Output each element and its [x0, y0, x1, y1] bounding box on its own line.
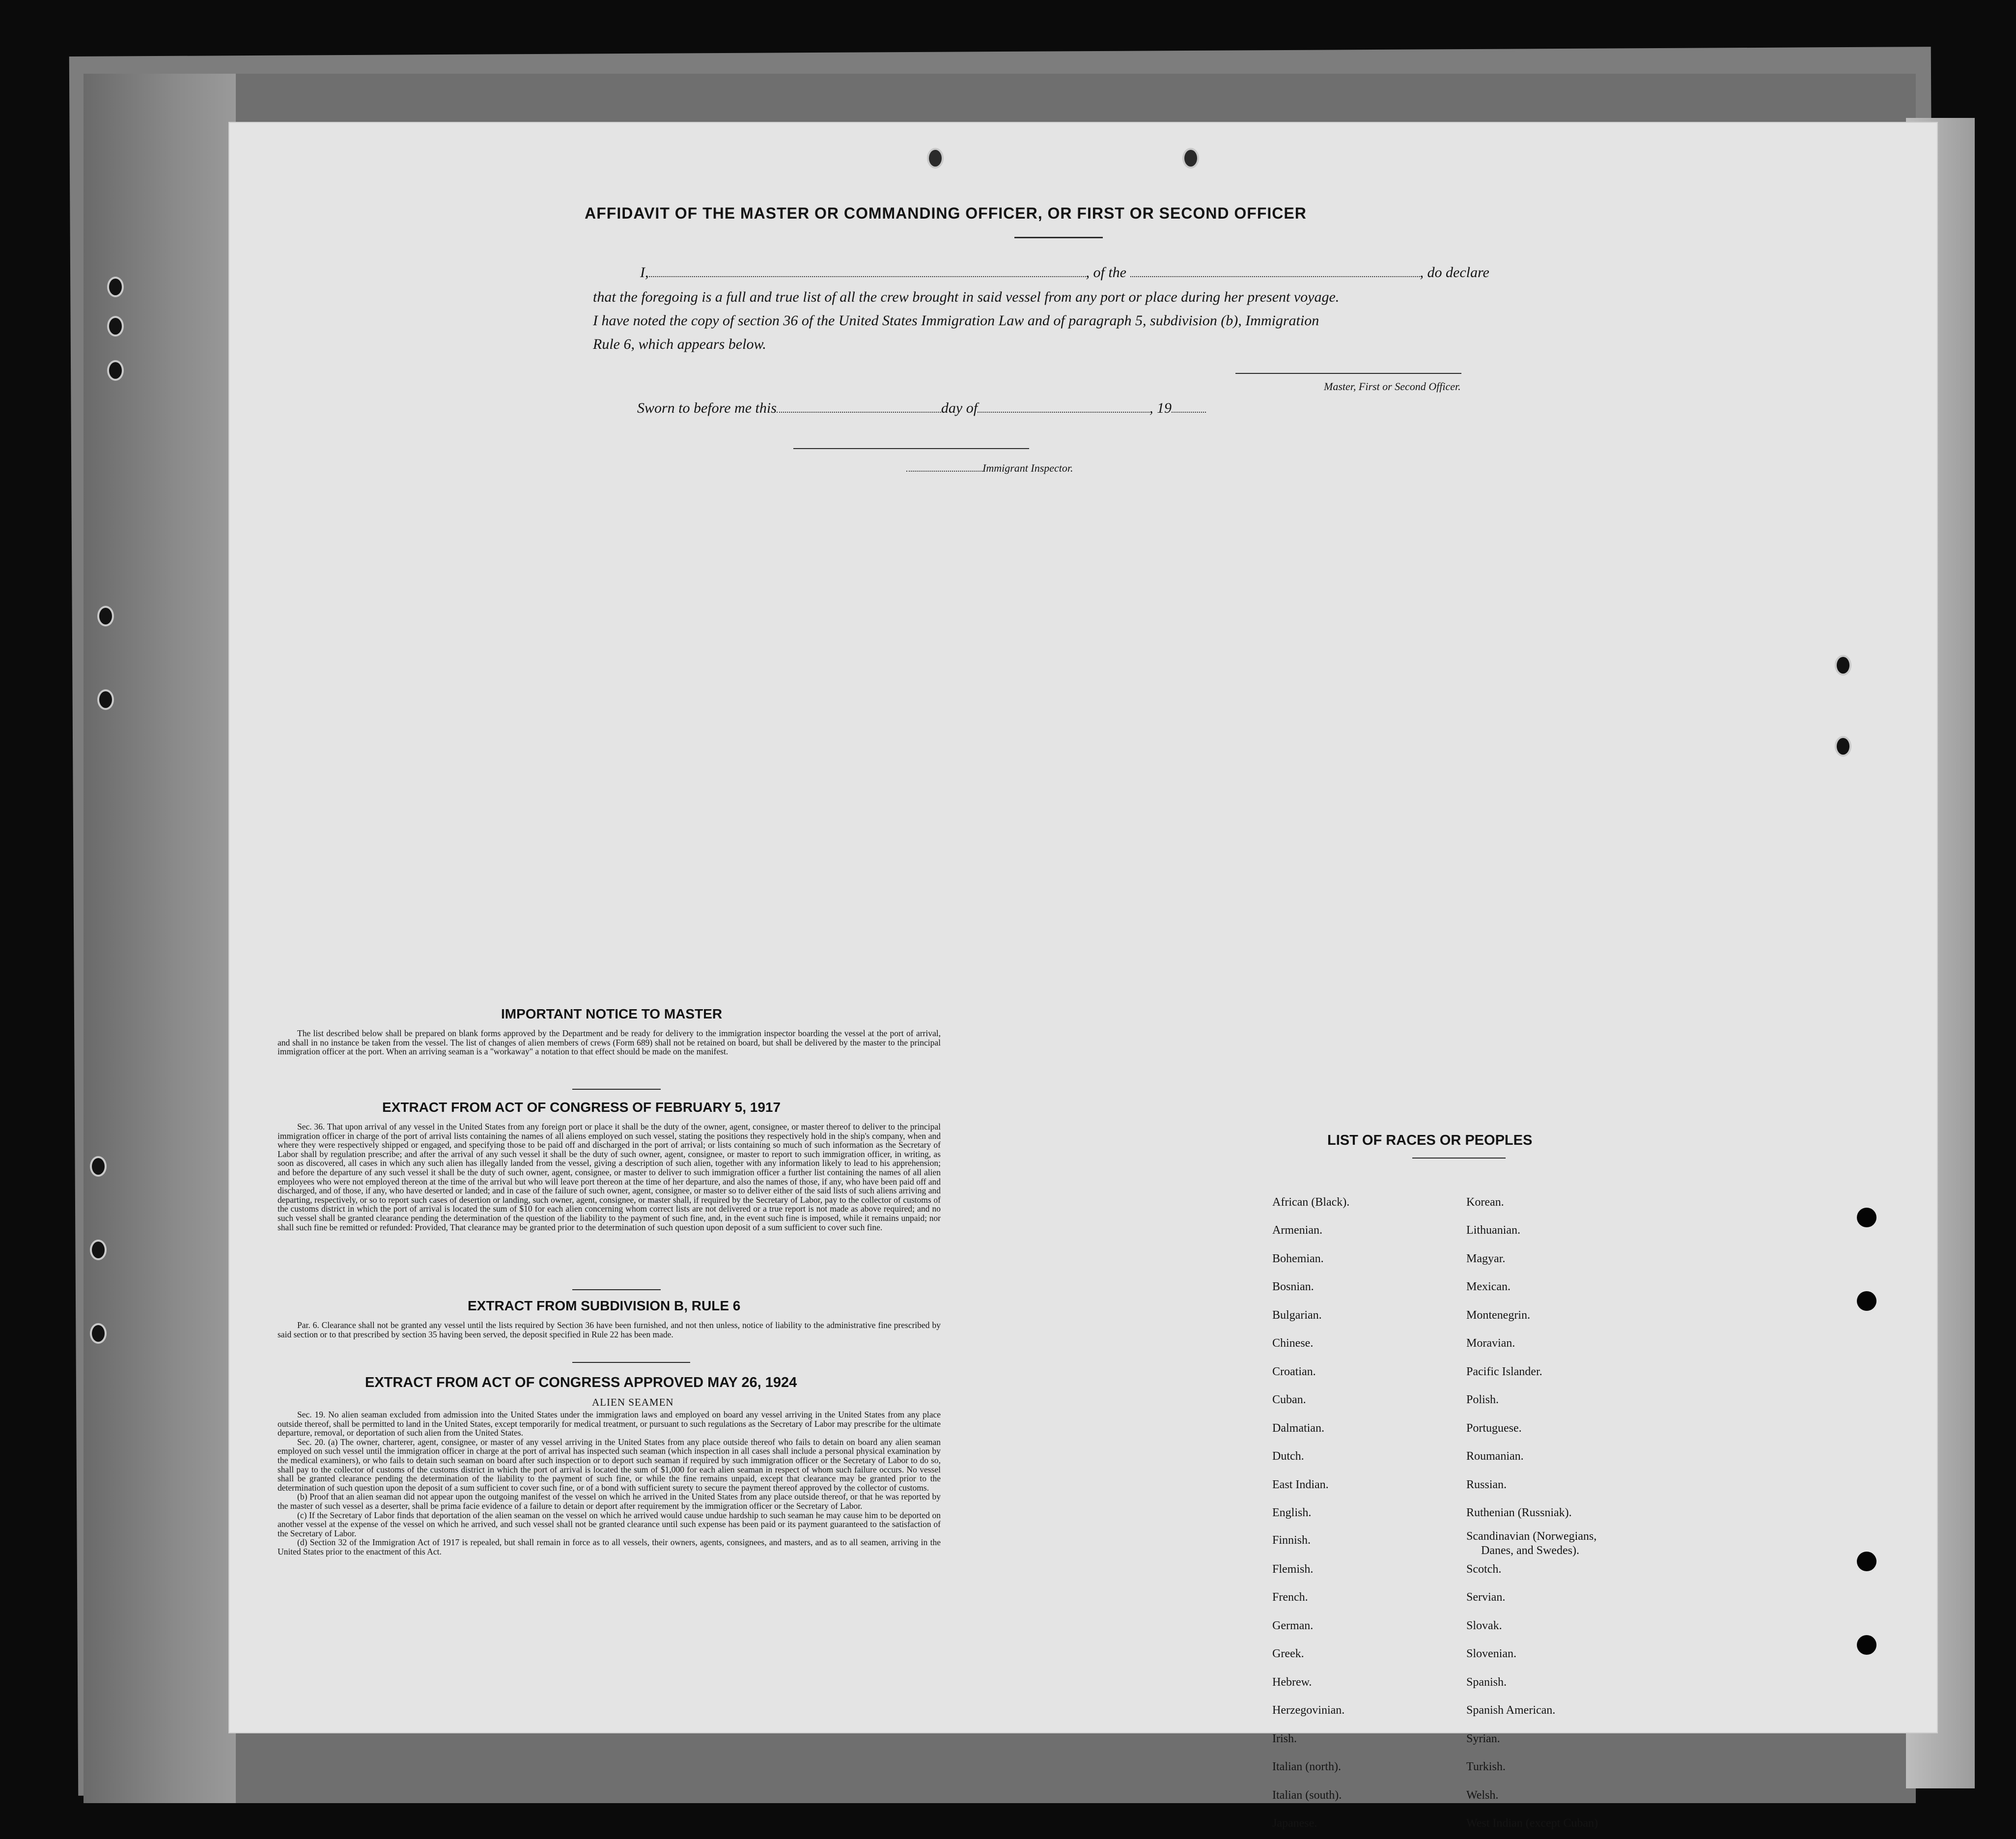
affidavit-line1: I, , of the , do declare: [640, 264, 1489, 281]
signature-line: [1235, 373, 1461, 374]
race-item: Spanish American.: [1466, 1704, 1556, 1717]
race-item: Cuban.: [1272, 1393, 1306, 1406]
race-item: Bohemian.: [1272, 1252, 1324, 1265]
race-item: Italian (south).: [1272, 1789, 1342, 1802]
punch-hole: [1835, 736, 1851, 757]
race-item: East Indian.: [1272, 1478, 1329, 1491]
race-item: Turkish.: [1466, 1760, 1506, 1773]
race-item: Dalmatian.: [1272, 1422, 1324, 1435]
sec-20d: (d) Section 32 of the Immigration Act of 1917 is repealed, but shall remain in force as to all vessels, their owners, agents, consignees, and masters, and as to all seamen, arriving in the United States prior to the enactment of this Act.: [278, 1537, 941, 1556]
race-item: Portuguese.: [1466, 1422, 1522, 1435]
race-item: Irish.: [1272, 1732, 1297, 1745]
affidavit-line2: that the foregoing is a full and true list of all the crew brought in said vessel from any port or place during her present voyage.: [593, 289, 1340, 305]
alien-seamen-subtitle: ALIEN SEAMEN: [592, 1396, 674, 1408]
sec-19: Sec. 19. No alien seaman excluded from admission into the United States under the immigration laws and employed on board any vessel arriving in the United States from any place outside thereof, shall be permitted to land in the United States, except temporarily for medical treatment, or pursuant to such regulations as the Secretary of Labor may prescribe for the ultimate departure, removal, or deportation of such alien from the United States.: [278, 1410, 941, 1438]
race-item: Pacific Islander.: [1466, 1365, 1542, 1378]
punch-hole: [1835, 655, 1851, 676]
divider: [572, 1289, 661, 1290]
inspector-label: Immigrant Inspector.: [906, 462, 1073, 475]
race-item: Syrian.: [1466, 1732, 1500, 1745]
race-item: Scandinavian (Norwegians,: [1466, 1530, 1597, 1543]
race-item: Slovenian.: [1466, 1647, 1516, 1660]
race-item: Polish.: [1466, 1393, 1499, 1406]
race-item: Magyar.: [1466, 1252, 1506, 1265]
race-item: Servian.: [1466, 1591, 1506, 1604]
extract-1917-title: EXTRACT FROM ACT OF CONGRESS OF FEBRUARY 5, 1917: [382, 1100, 781, 1115]
race-item: Flemish.: [1272, 1563, 1314, 1576]
race-item: Japanese.: [1272, 1817, 1317, 1830]
sworn-line: Sworn to before me this day of , 19: [637, 400, 1206, 417]
notice-text: The list described below shall be prepared on blank forms approved by the Department and be ready for delivery to the immigration inspector boarding the vessel at the port of arrival, and shall in no instance be taken from the vessel. The list of changes of alien members of crews (Form 689) shall not be retained on board, but shall be delivered by the master to the principal immigration officer at the port. When an arriving seaman is a "workaway" a notation to that effect should be made on the manifest.: [278, 1028, 941, 1057]
race-item: Scotch.: [1466, 1563, 1502, 1576]
extract-1924-sections: [278, 1410, 941, 1556]
manifest-back-sheet: [228, 122, 1938, 1830]
affidavit-title: AFFIDAVIT OF THE MASTER OR COMMANDING OFFICER, OR FIRST OR SECOND OFFICER: [585, 204, 1307, 222]
race-item: Ruthenian (Russniak).: [1466, 1506, 1572, 1519]
race-item: Greek.: [1272, 1647, 1304, 1660]
race-item: Russian.: [1466, 1478, 1507, 1491]
race-item: Bosnian.: [1272, 1280, 1314, 1293]
punch-hole: [97, 689, 114, 710]
affidavit-line4: Rule 6, which appears below.: [593, 336, 766, 352]
race-item: Korean.: [1466, 1196, 1504, 1209]
divider: [572, 1089, 661, 1090]
punch-hole: [90, 1323, 107, 1344]
master-signature-label: Master, First or Second Officer.: [1324, 380, 1461, 393]
race-item: Welsh.: [1466, 1789, 1499, 1802]
race-item: Roumanian.: [1466, 1450, 1524, 1463]
race-item: Italian (north).: [1272, 1760, 1341, 1773]
inspector-signature-line: [793, 448, 1029, 449]
race-item: Finnish.: [1272, 1534, 1311, 1547]
punch-hole: [107, 316, 124, 337]
race-item: Spanish.: [1466, 1676, 1507, 1689]
race-item: English.: [1272, 1506, 1312, 1519]
race-item: Croatian.: [1272, 1365, 1316, 1378]
extract-1924-title: EXTRACT FROM ACT OF CONGRESS APPROVED MAY 26, 1924: [365, 1375, 797, 1390]
punch-hole: [107, 277, 124, 297]
punch-hole: [90, 1156, 107, 1177]
extract-1917-text: Sec. 36. That upon arrival of any vessel in the United States from any foreign port or place it shall be the duty of the owner, agent, consignee, or master thereof to deliver to the principal immigration officer in charge of the port of arrival lists containing the names of all aliens employed on such vessel, stating the positions they respectively hold in the ship's company, when and where they were respectively shipped or engaged, and specifying those to be paid off and discharged in the port of arrival; or lists containing so much of such information as the Secretary of Labor shall by regulation prescribe; and after the arrival of any such vessel it shall be the duty of such owner, agent, consignee, or master to report to such immigration officer, in writing, as soon as discovered, all cases in which any such alien has illegally landed from the vessel, giving a description of such alien, together with any information likely to lead to his apprehension; and before the departure of any such vessel it shall be the duty of such owner, agent, consignee, or master to deliver to such immigration officer a further list containing the names of all alien employees who were not employed thereon at the time of the arrival but who will leave port thereon at the time of her departure, and also the names of those, if any, who have been paid off and discharged, and of those, if any, who have deserted or landed; and in case of the failure of such owner, agent, consignee, or master so to deliver either of the said lists of such aliens arriving and departing, respectively, or so to report such cases of desertion or landing, such owner, agent, consignee, or master shall, if required by the Secretary of Labor, pay to the collector of customs of the customs district in which the port of arrival is located the sum of $10 for each alien concerning whom correct lists are not delivered or a true report is not made as above required; and no such vessel shall be granted clearance pending the determination of the question of the liability to the payment of such fine, and, in the event such fine is imposed, while it remains unpaid; nor shall such fine be remitted or refunded: Provided, That clearance may be granted prior to the determination of such question upon deposit of a sum sufficient to cover such fine.: [278, 1122, 941, 1232]
left-paper-edge: [84, 74, 236, 1803]
sec-20c: (c) If the Secretary of Labor finds that deportation of the alien seaman on the vessel on which he arrived would cause undue hardship to such seaman he may cause him to be deported on another vessel at the expense of the vessel on which he arrived, and such vessel shall not be granted clearance until such expense has been paid or its payment guaranteed to the satisfaction of the Secretary of Labor.: [278, 1510, 941, 1538]
race-item: Moravian.: [1466, 1337, 1515, 1350]
punch-hole: [90, 1240, 107, 1260]
punch-hole: [1182, 148, 1199, 169]
race-item: Bulgarian.: [1272, 1309, 1322, 1322]
notice-title: IMPORTANT NOTICE TO MASTER: [501, 1006, 723, 1021]
race-item: Chinese.: [1272, 1337, 1314, 1350]
punch-hole: [97, 606, 114, 626]
affidavit-line3: I have noted the copy of section 36 of the United States Immigration Law and of paragraph 5, subdivision (b), Immigration: [593, 312, 1319, 329]
race-item: German.: [1272, 1619, 1314, 1632]
race-item: Montenegrin.: [1466, 1309, 1530, 1322]
divider: [572, 1362, 690, 1363]
punch-hole: [1857, 1291, 1876, 1311]
divider: [1014, 237, 1103, 238]
race-item: Dutch.: [1272, 1450, 1304, 1463]
race-item: Danes, and Swedes).: [1481, 1544, 1579, 1557]
races-title: LIST OF RACES OR PEOPLES: [1327, 1132, 1533, 1148]
race-item: Hebrew.: [1272, 1676, 1312, 1689]
punch-hole: [1857, 1635, 1876, 1655]
punch-hole: [1857, 1208, 1876, 1227]
rule6-text: Par. 6. Clearance shall not be granted any vessel until the lists required by Section 36 have been furnished, and not then unless, notice of liability to the administrative fine prescribed by said section or to that prescribed by section 35 having been served, the deposit specified in Rule 22 has been made.: [278, 1320, 941, 1339]
sec-20b: (b) Proof that an alien seaman did not appear upon the outgoing manifest of the vessel on which he arrived in the United States from any place outside thereof, or that he was reported by the master of such vessel as a deserter, shall be prima facie evidence of a failure to detain or deport after requirement by the immigration officer or the Secretary of Labor.: [278, 1492, 941, 1511]
race-item: African (Black).: [1272, 1196, 1350, 1209]
punch-hole: [1857, 1552, 1876, 1571]
race-item: French.: [1272, 1591, 1308, 1604]
punch-hole: [927, 148, 944, 169]
race-item: Armenian.: [1272, 1224, 1322, 1237]
divider: [1412, 1158, 1506, 1159]
race-item: Mexican.: [1466, 1280, 1511, 1293]
race-item: Slovak.: [1466, 1619, 1502, 1632]
sec-20a: Sec. 20. (a) The owner, charterer, agent, consignee, or master of any vessel arriving in the United States from any place outside thereof who fails to detain on board any alien seaman employed on such vessel until the immigration officer in charge at the port of arrival has inspected such seaman (which inspection in all cases shall include a personal physical examination by the medical examiners), or who fails to detain such seaman on board after such inspection or to deport such seaman if required by such immigration officer or the Secretary of Labor to do so, shall pay to the collector of customs of the customs district in which the port of arrival is located the sum of $1,000 for each alien seaman in respect of whom such failure occurs. No vessel shall be granted clearance pending the determination of the liability to the payment of such fine, or while the fine remains unpaid, except that clearance may be granted prior to the determination of such question upon the deposit of a sum sufficient to cover such fine, or of a bond with sufficient surety to secure the payment thereof approved by the collector of customs.: [278, 1437, 941, 1493]
race-item: West Indian (except Cuban): [1466, 1817, 1598, 1830]
rule6-title: EXTRACT FROM SUBDIVISION B, RULE 6: [468, 1298, 741, 1313]
race-item: Herzegovinian.: [1272, 1704, 1345, 1717]
punch-hole: [107, 360, 124, 381]
race-item: Lithuanian.: [1466, 1224, 1520, 1237]
